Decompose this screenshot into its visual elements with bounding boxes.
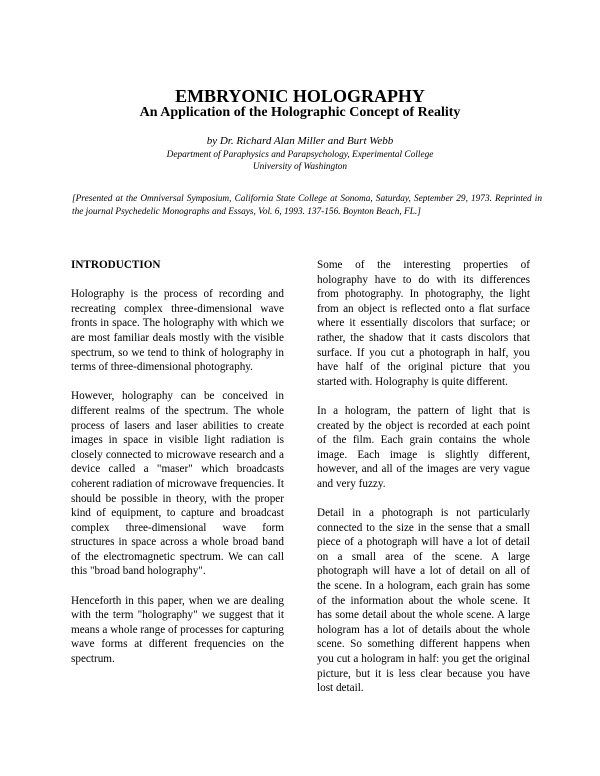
paper-subtitle: An Application of the Holographic Concept of Reality (139, 105, 461, 120)
right-column (317, 258, 530, 710)
paragraph: Detail in a photograph is not particularly connected to the size in the sense that a small piece of a photograph will have a lot of detail on a small area of the scene. A large photograph will have a lot of detail on all of the scene. In a hologram, each grain has some of the information about the whole scene. It has some detail about the whole scene. A large hologram has a lot of details about the whole scene. So something different happens when you cut a hologram in half: you get the original picture, but it is less clear because you have lost detail. (317, 507, 530, 695)
publication-citation: [Presented at the Omniversal Symposium, California State College at Sonoma, Saturday, September 29, 1973. Reprinted in the journal Psychedelic Monographs and Essays, Vol. 6, 1993. 137-156. Boynton Beach, FL.] (72, 194, 542, 217)
paper-title: EMBRYONIC HOLOGRAPHY (175, 86, 425, 106)
paragraph: In a hologram, the pattern of light that is created by the object is recorded at each point of the film. Each grain contains the whole image. Each image is slightly different, however, and all of the images are very vague and very fuzzy. (317, 404, 530, 490)
author-byline: by Dr. Richard Alan Miller and Burt Webb (206, 135, 394, 147)
paragraph: Holography is the process of recording and recreating complex three-dimensional wave fronts in space. The holography with which we are most familiar deals mostly with the visible spectrum, so we tend to think of holography in terms of three-dimensional photography. (71, 288, 284, 374)
author-university: University of Washington (252, 162, 348, 172)
paragraph: However, holography can be conceived in different realms of the spectrum. The whole process of lasers and laser abilities to create images in space in visible light radiation is closely connected to microwave research and a device called a "maser" which broadcasts coherent radiation of microwave frequencies. It should be possible in theory, with the proper kind of equipment, to capture and broadcast complex three-dimensional wave form structures in space across a whole broad band of the electromagnetic spectrum. We can call this "broad band holography". (71, 390, 284, 578)
section-heading-introduction: INTRODUCTION (71, 259, 161, 271)
author-department: Department of Paraphysics and Parapsychology, Experimental College (166, 150, 434, 160)
paragraph: Henceforth in this paper, when we are dealing with the term "holography" we suggest that it means a whole range of processes for capturing wave forms at different frequencies on the spectrum. (71, 594, 284, 666)
left-column (71, 258, 284, 681)
paragraph: Some of the interesting properties of holography have to do with its differences from photography. In photography, the light from an object is reflected onto a flat surface where it essentially discolors that surface; or rather, the shadow that it casts discolors that surface. If you cut a photograph in half, you have half of the original picture that you started with. Holography is quite different. (317, 259, 530, 388)
